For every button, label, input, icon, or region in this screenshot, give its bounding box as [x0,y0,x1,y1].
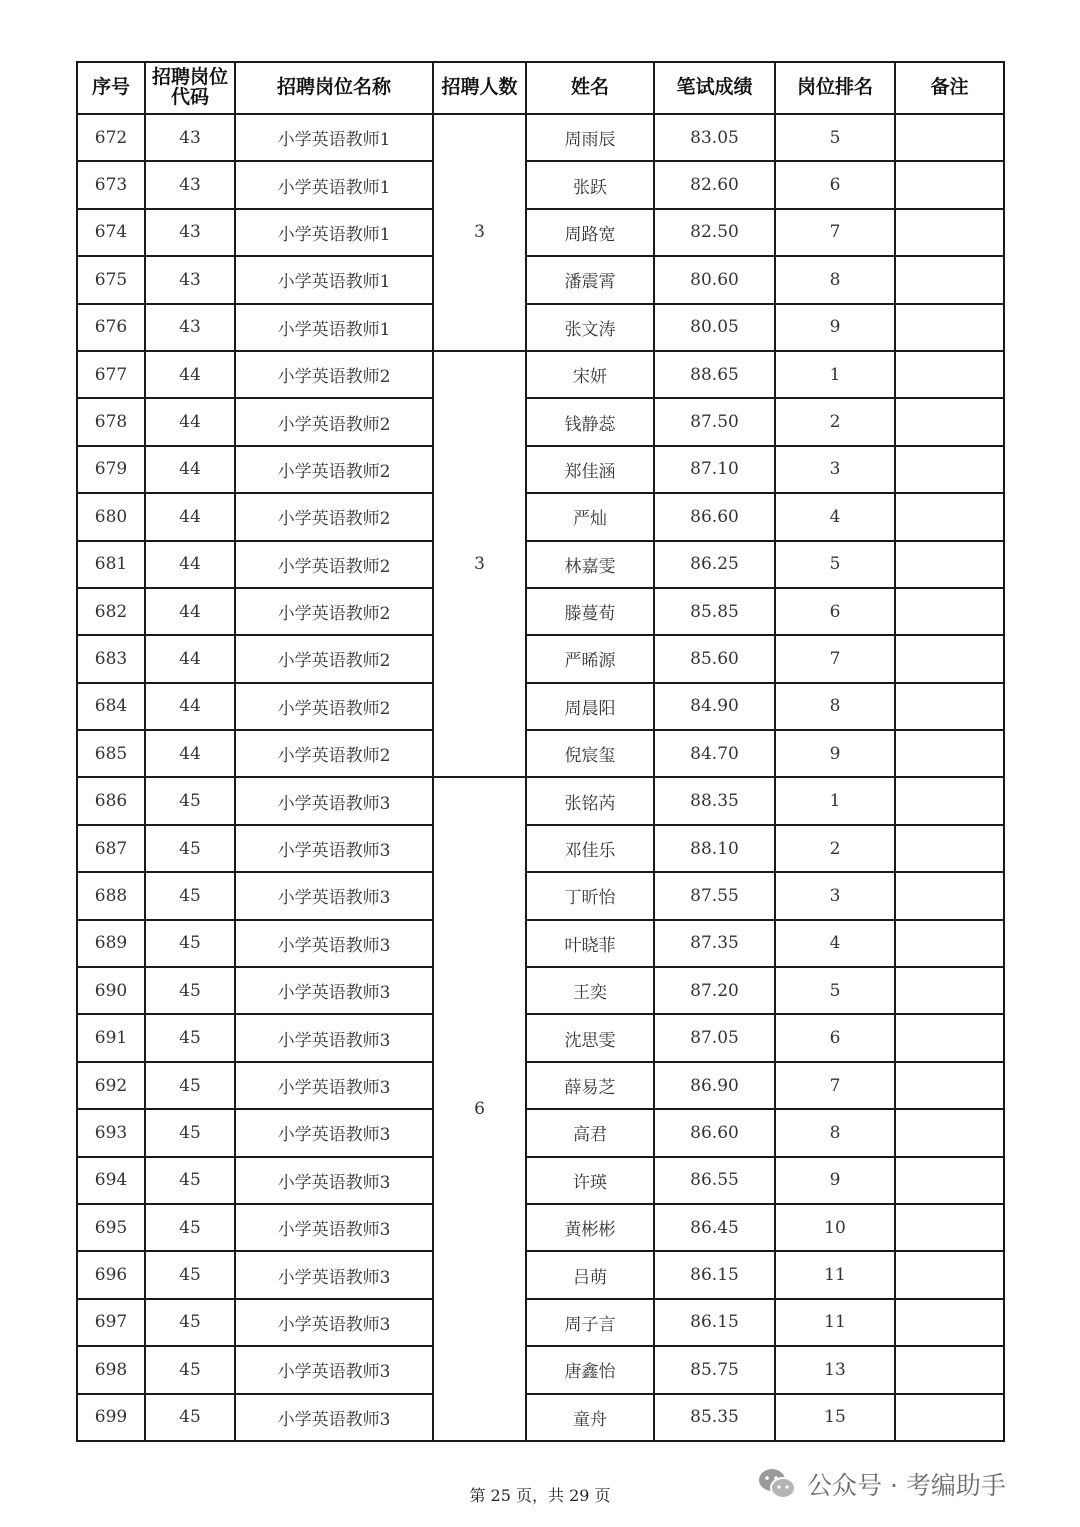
cell-rank: 9 [775,730,895,777]
cell-note [895,351,1004,398]
cell-post: 小学英语教师2 [235,351,433,398]
header-name: 姓名 [526,62,654,114]
cell-no: 691 [77,1014,145,1061]
cell-code: 44 [145,683,235,730]
table-row [77,114,1004,161]
cell-no: 692 [77,1062,145,1109]
cell-no: 676 [77,304,145,351]
cell-rank: 7 [775,209,895,256]
cell-code: 44 [145,588,235,635]
cell-score: 86.15 [654,1251,775,1298]
cell-note [895,730,1004,777]
cell-post: 小学英语教师2 [235,493,433,540]
cell-rank: 5 [775,541,895,588]
cell-code: 43 [145,256,235,303]
cell-code: 44 [145,493,235,540]
cell-code: 45 [145,967,235,1014]
cell-note [895,588,1004,635]
cell-rank: 4 [775,920,895,967]
cell-rank: 1 [775,777,895,824]
wechat-icon [757,1467,797,1501]
cell-post: 小学英语教师2 [235,446,433,493]
cell-score: 85.35 [654,1394,775,1441]
cell-post: 小学英语教师3 [235,1062,433,1109]
cell-post: 小学英语教师3 [235,1014,433,1061]
cell-score: 80.60 [654,256,775,303]
cell-no: 688 [77,872,145,919]
cell-post: 小学英语教师2 [235,588,433,635]
watermark [757,1462,1006,1506]
cell-rank: 15 [775,1394,895,1441]
cell-no: 697 [77,1299,145,1346]
table-row [77,1014,1004,1061]
cell-rank: 5 [775,967,895,1014]
table-header-row [77,62,1004,114]
cell-name: 张文涛 [526,304,654,351]
table-row [77,1109,1004,1156]
cell-no: 685 [77,730,145,777]
cell-post: 小学英语教师3 [235,1204,433,1251]
cell-score: 85.75 [654,1346,775,1393]
cell-code: 45 [145,1157,235,1204]
table-row [77,493,1004,540]
cell-no: 683 [77,635,145,682]
cell-no: 677 [77,351,145,398]
cell-no: 687 [77,825,145,872]
header-score: 笔试成绩 [654,62,775,114]
table-row [77,1346,1004,1393]
cell-code: 45 [145,1109,235,1156]
cell-post: 小学英语教师2 [235,730,433,777]
cell-score: 87.20 [654,967,775,1014]
cell-post: 小学英语教师3 [235,1109,433,1156]
table-row [77,541,1004,588]
cell-no: 689 [77,920,145,967]
cell-code: 45 [145,825,235,872]
cell-name: 唐鑫怡 [526,1346,654,1393]
cell-code: 44 [145,446,235,493]
cell-score: 82.50 [654,209,775,256]
table-row [77,1062,1004,1109]
cell-rank: 11 [775,1299,895,1346]
cell-score: 84.90 [654,683,775,730]
cell-no: 693 [77,1109,145,1156]
cell-post: 小学英语教师3 [235,777,433,824]
cell-score: 80.05 [654,304,775,351]
cell-code: 45 [145,1014,235,1061]
table-row [77,825,1004,872]
cell-note [895,493,1004,540]
cell-post: 小学英语教师2 [235,683,433,730]
cell-rank: 8 [775,1109,895,1156]
cell-rank: 4 [775,493,895,540]
cell-post: 小学英语教师3 [235,920,433,967]
cell-name: 宋妍 [526,351,654,398]
table-row [77,209,1004,256]
table-row [77,351,1004,398]
cell-rank: 6 [775,1014,895,1061]
cell-name: 张跃 [526,161,654,208]
cell-post: 小学英语教师1 [235,114,433,161]
cell-score: 88.35 [654,777,775,824]
cell-code: 43 [145,209,235,256]
cell-post: 小学英语教师3 [235,872,433,919]
cell-note [895,967,1004,1014]
cell-rank: 10 [775,1204,895,1251]
cell-rank: 6 [775,588,895,635]
cell-code: 45 [145,1346,235,1393]
cell-no: 675 [77,256,145,303]
cell-score: 86.45 [654,1204,775,1251]
watermark-text: 公众号 · 考编助手 [807,1471,1006,1500]
cell-note [895,1346,1004,1393]
cell-note [895,825,1004,872]
table-row [77,967,1004,1014]
cell-name: 吕萌 [526,1251,654,1298]
header-post-code: 招聘岗位代码 [145,62,235,114]
cell-rank: 9 [775,304,895,351]
cell-score: 86.15 [654,1299,775,1346]
cell-no: 690 [77,967,145,1014]
cell-post: 小学英语教师2 [235,541,433,588]
cell-score: 86.60 [654,493,775,540]
cell-code: 43 [145,114,235,161]
cell-post: 小学英语教师3 [235,1157,433,1204]
cell-note [895,1062,1004,1109]
cell-no: 684 [77,683,145,730]
cell-post: 小学英语教师3 [235,1299,433,1346]
cell-code: 43 [145,161,235,208]
cell-name: 黄彬彬 [526,1204,654,1251]
cell-name: 叶晓菲 [526,920,654,967]
table-row [77,446,1004,493]
cell-rank: 2 [775,825,895,872]
cell-post: 小学英语教师3 [235,967,433,1014]
table-row [77,1157,1004,1204]
cell-no: 673 [77,161,145,208]
cell-post: 小学英语教师1 [235,161,433,208]
cell-code: 45 [145,1299,235,1346]
cell-note [895,209,1004,256]
cell-rank: 11 [775,1251,895,1298]
cell-code: 45 [145,1204,235,1251]
cell-note [895,541,1004,588]
cell-score: 86.25 [654,541,775,588]
cell-rank: 6 [775,161,895,208]
cell-post: 小学英语教师1 [235,256,433,303]
cell-post: 小学英语教师3 [235,1394,433,1441]
table-row [77,398,1004,445]
cell-score: 88.10 [654,825,775,872]
cell-note [895,1014,1004,1061]
cell-name: 周路宽 [526,209,654,256]
cell-rank: 2 [775,398,895,445]
cell-no: 699 [77,1394,145,1441]
cell-code: 45 [145,1251,235,1298]
cell-name: 周晨阳 [526,683,654,730]
cell-post: 小学英语教师1 [235,304,433,351]
cell-code: 45 [145,920,235,967]
cell-score: 87.05 [654,1014,775,1061]
cell-note [895,114,1004,161]
page-footer: 第 25 页，共 29 页 [469,1486,611,1505]
cell-rank: 8 [775,256,895,303]
cell-code: 44 [145,541,235,588]
cell-rank: 13 [775,1346,895,1393]
cell-note [895,1394,1004,1441]
cell-rank: 9 [775,1157,895,1204]
header-post-name: 招聘岗位名称 [235,62,433,114]
cell-quota: 6 [433,777,526,1440]
cell-rank: 5 [775,114,895,161]
cell-post: 小学英语教师3 [235,1346,433,1393]
cell-post: 小学英语教师2 [235,398,433,445]
cell-name: 高君 [526,1109,654,1156]
cell-no: 695 [77,1204,145,1251]
cell-note [895,1157,1004,1204]
cell-rank: 3 [775,872,895,919]
cell-name: 周雨辰 [526,114,654,161]
header-seq: 序号 [77,62,145,114]
cell-post: 小学英语教师3 [235,1251,433,1298]
cell-name: 严晞源 [526,635,654,682]
cell-name: 王奕 [526,967,654,1014]
cell-score: 86.90 [654,1062,775,1109]
cell-score: 82.60 [654,161,775,208]
cell-code: 45 [145,777,235,824]
header-rank: 岗位排名 [775,62,895,114]
cell-no: 674 [77,209,145,256]
cell-score: 85.85 [654,588,775,635]
cell-name: 严灿 [526,493,654,540]
table-row [77,777,1004,824]
cell-name: 钱静蕊 [526,398,654,445]
cell-note [895,161,1004,208]
cell-no: 679 [77,446,145,493]
cell-code: 44 [145,351,235,398]
cell-name: 邓佳乐 [526,825,654,872]
cell-note [895,1109,1004,1156]
table-row [77,1394,1004,1441]
cell-score: 87.10 [654,446,775,493]
cell-code: 45 [145,1062,235,1109]
cell-note [895,1251,1004,1298]
cell-name: 倪宸玺 [526,730,654,777]
table-row [77,161,1004,208]
table-row [77,256,1004,303]
table-row [77,872,1004,919]
table-row [77,304,1004,351]
cell-code: 45 [145,872,235,919]
cell-name: 郑佳涵 [526,446,654,493]
cell-score: 86.60 [654,1109,775,1156]
cell-note [895,683,1004,730]
table-row [77,588,1004,635]
cell-no: 696 [77,1251,145,1298]
table-body [77,114,1004,1441]
cell-no: 681 [77,541,145,588]
cell-note [895,304,1004,351]
cell-code: 44 [145,635,235,682]
cell-score: 87.35 [654,920,775,967]
cell-rank: 7 [775,635,895,682]
cell-code: 44 [145,730,235,777]
table-row [77,920,1004,967]
table-row [77,635,1004,682]
cell-name: 周子言 [526,1299,654,1346]
cell-no: 686 [77,777,145,824]
cell-score: 88.65 [654,351,775,398]
cell-name: 沈思雯 [526,1014,654,1061]
cell-rank: 3 [775,446,895,493]
cell-rank: 7 [775,1062,895,1109]
table-row [77,683,1004,730]
header-note: 备注 [895,62,1004,114]
cell-code: 45 [145,1394,235,1441]
cell-code: 44 [145,398,235,445]
cell-name: 薛易芝 [526,1062,654,1109]
cell-rank: 8 [775,683,895,730]
cell-name: 童舟 [526,1394,654,1441]
cell-code: 43 [145,304,235,351]
cell-quota: 3 [433,351,526,778]
cell-note [895,398,1004,445]
cell-name: 滕蔓荀 [526,588,654,635]
table-row [77,1299,1004,1346]
cell-no: 694 [77,1157,145,1204]
cell-score: 85.60 [654,635,775,682]
cell-post: 小学英语教师1 [235,209,433,256]
cell-no: 672 [77,114,145,161]
cell-name: 丁昕怡 [526,872,654,919]
cell-note [895,1299,1004,1346]
cell-note [895,256,1004,303]
cell-name: 许瑛 [526,1157,654,1204]
table-row [77,1251,1004,1298]
cell-score: 86.55 [654,1157,775,1204]
cell-note [895,872,1004,919]
cell-score: 83.05 [654,114,775,161]
cell-post: 小学英语教师3 [235,825,433,872]
cell-no: 698 [77,1346,145,1393]
results-table [76,61,1005,1442]
cell-no: 678 [77,398,145,445]
cell-score: 87.50 [654,398,775,445]
cell-note [895,920,1004,967]
cell-name: 潘震霄 [526,256,654,303]
cell-name: 张铭芮 [526,777,654,824]
cell-score: 87.55 [654,872,775,919]
cell-note [895,777,1004,824]
cell-note [895,446,1004,493]
header-quota: 招聘人数 [433,62,526,114]
cell-quota: 3 [433,114,526,351]
cell-no: 680 [77,493,145,540]
cell-score: 84.70 [654,730,775,777]
table-row [77,730,1004,777]
cell-note [895,635,1004,682]
cell-rank: 1 [775,351,895,398]
table-row [77,1204,1004,1251]
cell-post: 小学英语教师2 [235,635,433,682]
cell-note [895,1204,1004,1251]
cell-no: 682 [77,588,145,635]
cell-name: 林嘉雯 [526,541,654,588]
